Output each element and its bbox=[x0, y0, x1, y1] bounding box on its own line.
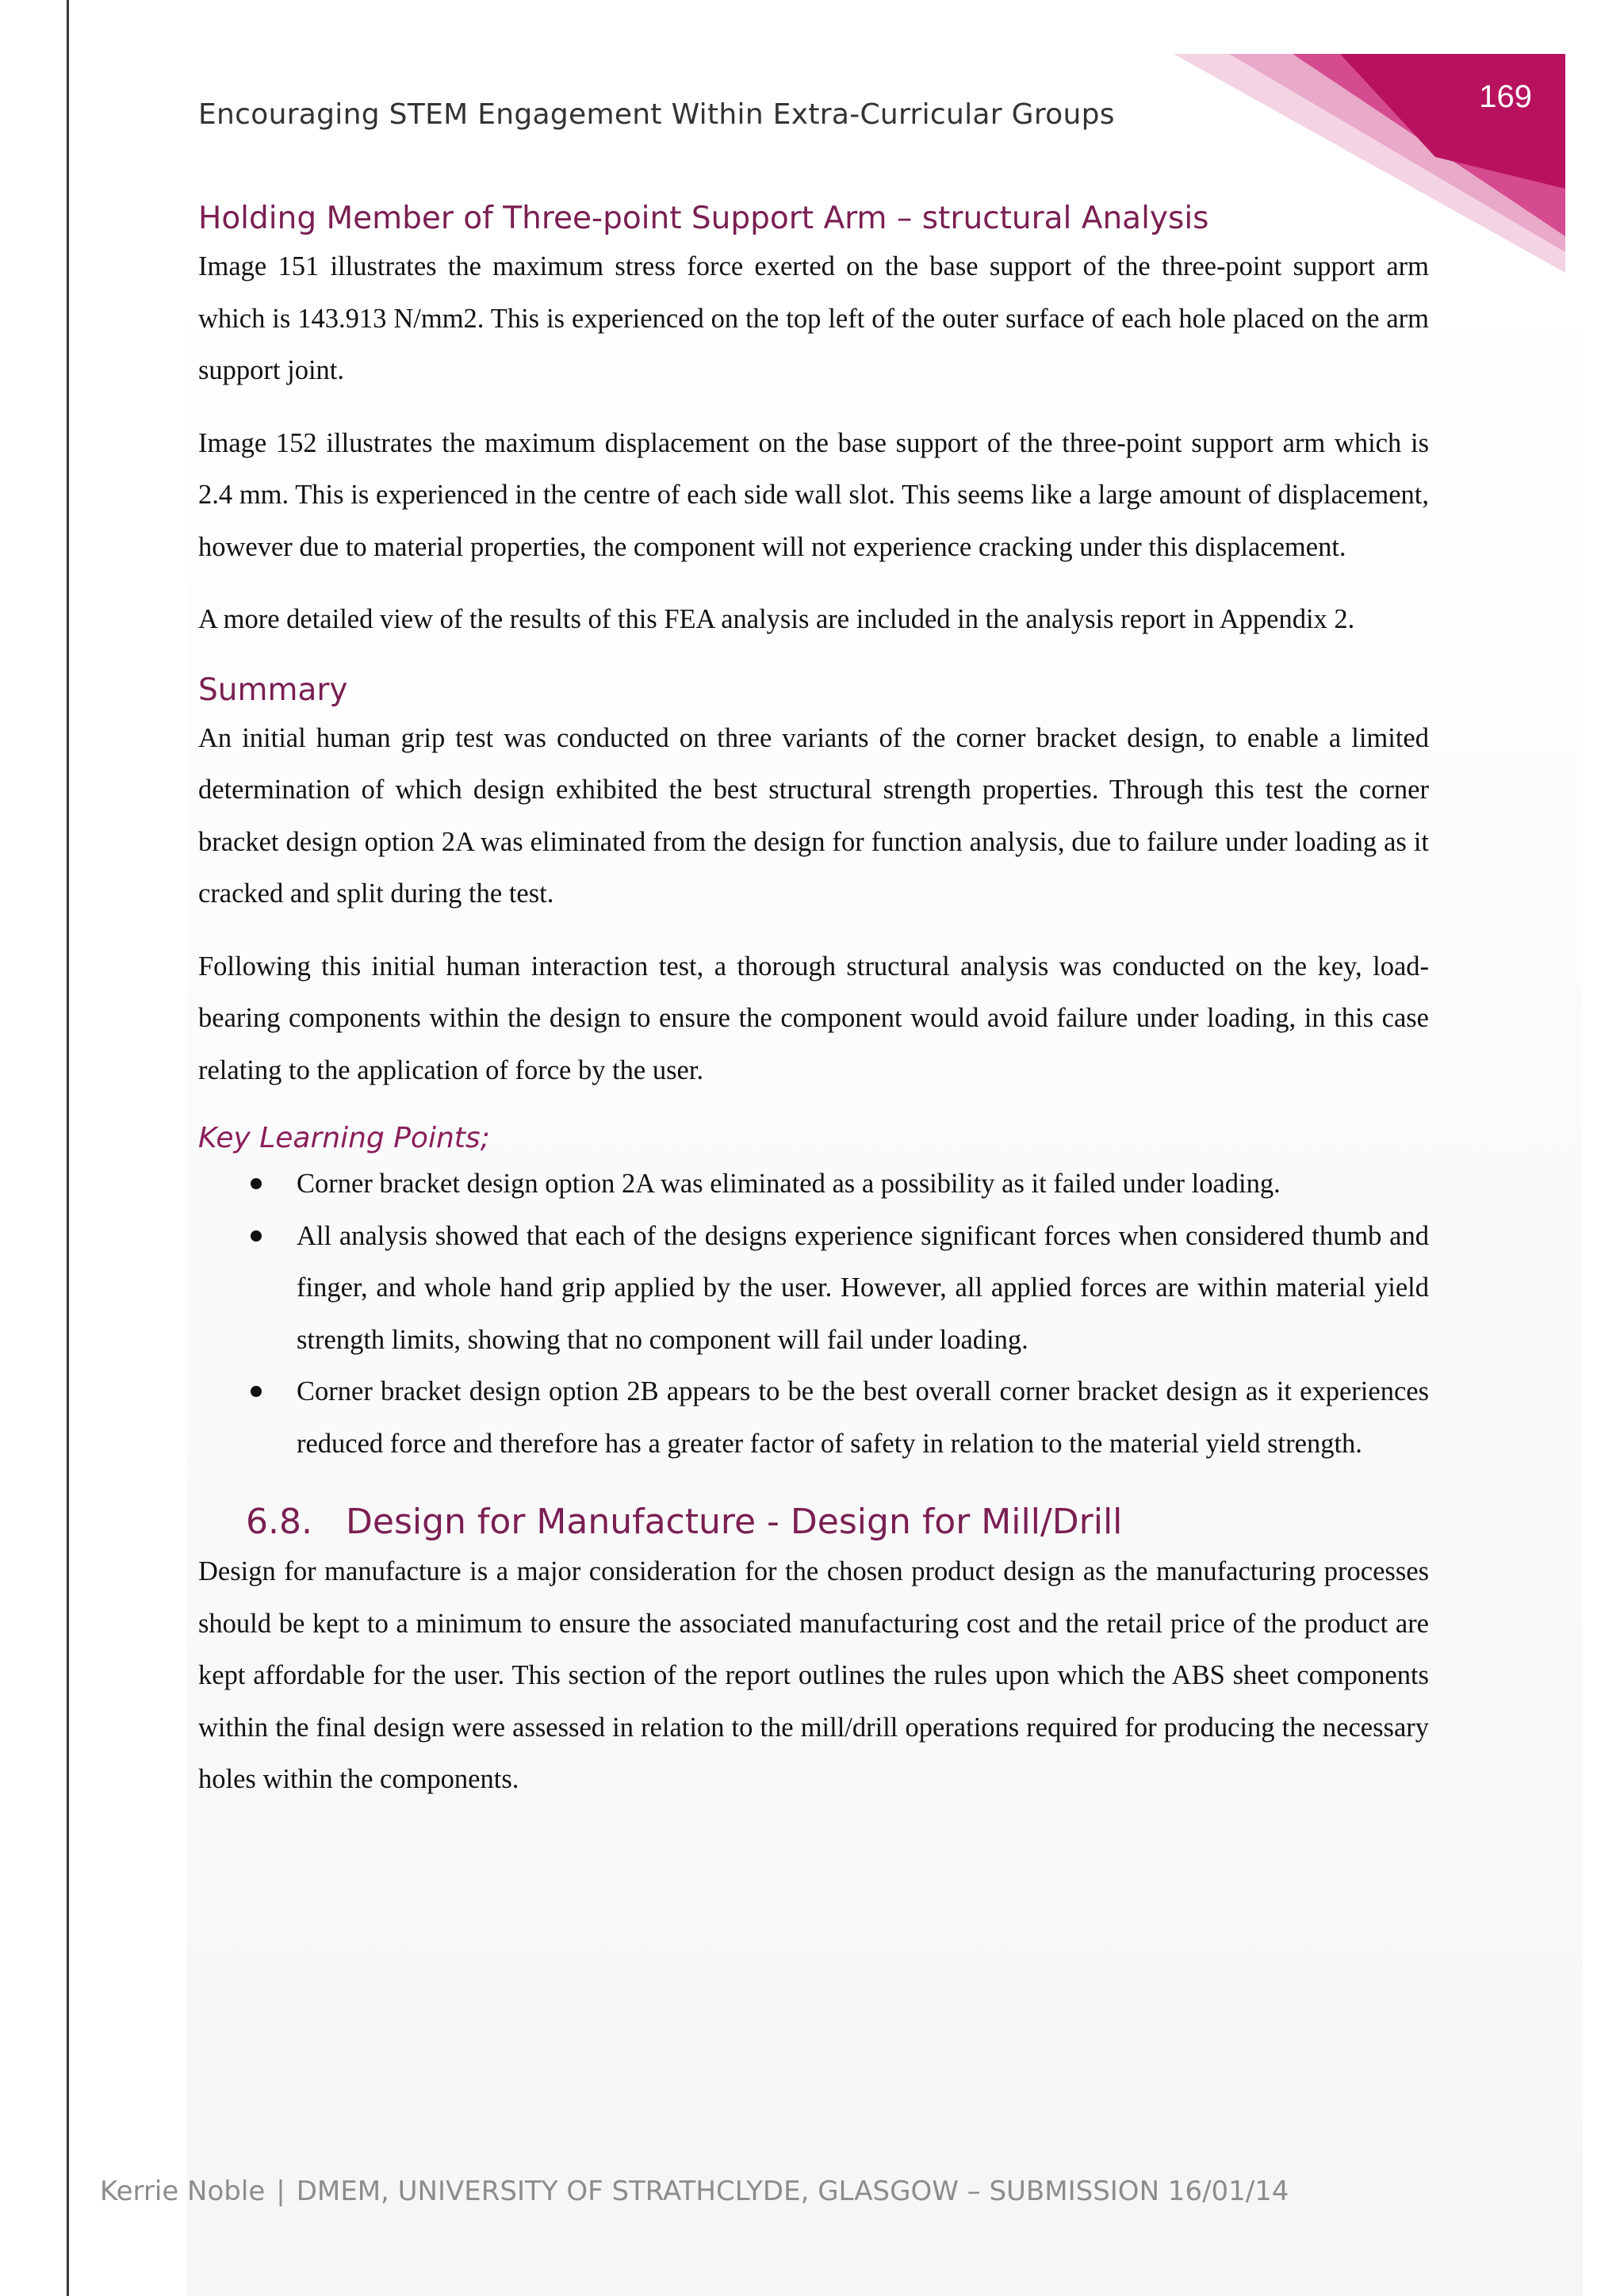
spacer bbox=[198, 1096, 1429, 1119]
spacer bbox=[198, 1470, 1429, 1498]
section-number: 6.8. bbox=[246, 1502, 312, 1542]
page-left-rule bbox=[67, 0, 69, 2296]
spacer bbox=[198, 646, 1429, 668]
footer-author: Kerrie Noble bbox=[100, 2175, 266, 2207]
bullet-icon bbox=[251, 1178, 262, 1189]
list-item-text: Corner bracket design option 2A was eliminated as a possibility as it failed under loading. bbox=[297, 1169, 1281, 1199]
heading-section-6-8 bbox=[198, 1498, 1429, 1546]
bullet-icon bbox=[251, 1230, 262, 1242]
list-item bbox=[198, 1211, 1429, 1367]
key-learning-list bbox=[198, 1158, 1429, 1470]
footer-affiliation: DMEM, UNIVERSITY OF STRATHCLYDE, GLASGOW – SUBMISSION 16/01/14 bbox=[296, 2175, 1289, 2207]
list-item-text: Corner bracket design option 2B appears to be the best overall corner bracket design as it experiences reduced force and therefore has a greater factor of safety in relation to the material yield strength. bbox=[297, 1376, 1429, 1459]
paragraph-summary-structural: Following this initial human interaction test, a thorough structural analysis was conducted on the key, load-bearing components within the design to ensure the component would avoid failure under loading, in this case relating to the application of force by the user. bbox=[198, 951, 1429, 1085]
page-content bbox=[198, 197, 1429, 1806]
heading-structural-analysis: Holding Member of Three-point Support Arm – structural Analysis bbox=[198, 201, 1209, 236]
paragraph-appendix: A more detailed view of the results of this FEA analysis are included in the analysis report in Appendix 2. bbox=[198, 604, 1355, 634]
paragraph-image-151: Image 151 illustrates the maximum stress force exerted on the base support of the three-point support arm which is 143.913 N/mm2. This is experienced on the top left of the outer surface of each hole placed on the arm support joint. bbox=[198, 251, 1429, 385]
paragraph-design-for-manufacture: Design for manufacture is a major consideration for the chosen product design as the manufacturing processes should be kept to a minimum to ensure the associated manufacturing cost and the retail price of the product are kept affordable for the user. This section of the report outlines the rules upon which the ABS sheet components within the final design were assessed in relation to the mill/drill operations required for producing the necessary holes within the components. bbox=[198, 1556, 1429, 1794]
list-item bbox=[198, 1158, 1429, 1211]
paragraph-image-152: Image 152 illustrates the maximum displacement on the base support of the three-point support arm which is 2.4 mm. This is experienced in the centre of each side wall slot. This seems like a large amount of displacement, however due to material properties, the component will not experience cracking under this displacement. bbox=[198, 427, 1429, 562]
paragraph-summary-grip-test: An initial human grip test was conducted on three variants of the corner bracket design, to enable a limited determination of which design exhibited the best structural strength properties. Through this test the corner bracket design option 2A was eliminated from the design for function analysis, due to failure under loading as it cracked and split during the test. bbox=[198, 722, 1429, 909]
list-item-text: All analysis showed that each of the designs experience significant forces when considered thumb and finger, and whole hand grip applied by the user. However, all applied forces are within material yield strength limits, showing that no component will fail under loading. bbox=[297, 1220, 1429, 1355]
running-header-title: Encouraging STEM Engagement Within Extra-Curricular Groups bbox=[198, 98, 1115, 131]
bullet-icon bbox=[251, 1386, 262, 1397]
page-footer bbox=[100, 2175, 1289, 2207]
section-title: Design for Manufacture - Design for Mill/Drill bbox=[346, 1502, 1123, 1542]
heading-summary: Summary bbox=[198, 672, 348, 708]
heading-key-learning-points: Key Learning Points; bbox=[198, 1122, 490, 1154]
page-number: 169 bbox=[1479, 79, 1532, 114]
list-item bbox=[198, 1366, 1429, 1470]
footer-separator: | bbox=[276, 2175, 285, 2207]
